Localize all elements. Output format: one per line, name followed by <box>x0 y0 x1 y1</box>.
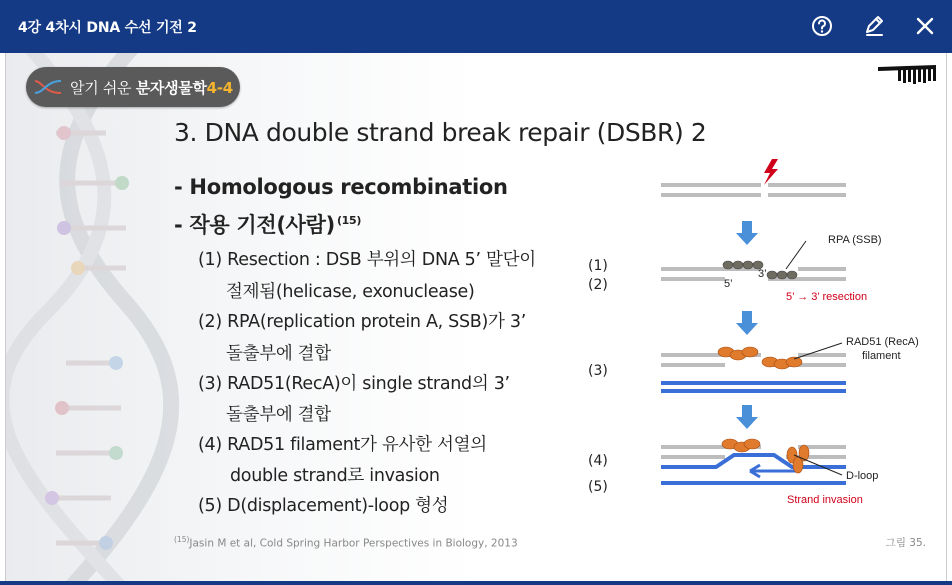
title-bar <box>0 0 952 53</box>
step-1-line1: (1) Resection : DSB 부위의 DNA 5’ 말단이 <box>198 250 536 270</box>
figure-label: 그림 35. <box>885 537 926 549</box>
rpa-label: RPA (SSB) <box>828 234 882 246</box>
dsbr-diagram <box>646 153 946 513</box>
citation-ref: (15) <box>174 535 190 544</box>
step-3-line1: (3) RAD51(RecA)이 single strand의 3’ <box>198 374 510 394</box>
frame-bottom-border <box>0 581 952 585</box>
step-2-line2: 돌출부에 결합 <box>226 344 331 364</box>
diagram-step-label-4: (4) <box>588 453 608 469</box>
broken-dsdna <box>661 159 846 197</box>
down-arrow-icon <box>736 405 758 429</box>
diagram-step-label-5: (5) <box>588 479 608 495</box>
diagram-step-label-2: (2) <box>588 277 608 293</box>
resection-stage <box>661 234 882 303</box>
dloop-label: D-loop <box>846 470 879 482</box>
course-prefix: 알기 쉬운 <box>70 79 136 97</box>
course-badge <box>26 67 240 107</box>
lightning-break-icon <box>764 159 778 185</box>
heading-mechanism-ref: (15) <box>336 214 362 227</box>
diagram-step-label-1: (1) <box>588 258 608 274</box>
dloop-stage <box>661 439 878 506</box>
invasion-label: Strand invasion <box>787 494 863 506</box>
brand-logo-icon <box>876 63 938 85</box>
diagram-step-label-3: (3) <box>588 363 608 379</box>
help-icon <box>807 11 837 41</box>
course-name <box>70 77 233 98</box>
step-1-line2: 절제됨(helicase, exonuclease) <box>226 282 475 302</box>
close-button[interactable] <box>910 11 940 41</box>
pencil-icon <box>859 11 889 41</box>
down-arrow-icon <box>736 311 758 335</box>
rad51-label-1: RAD51 (RecA) <box>846 336 919 348</box>
help-button[interactable] <box>807 11 837 41</box>
step-4-line2: double strand로 invasion <box>230 466 440 486</box>
rad51-stage <box>661 336 919 393</box>
resection-label: 5’ → 3’ resection <box>786 291 868 303</box>
prime5-label: 5’ <box>724 278 733 290</box>
heading-mechanism <box>174 209 361 239</box>
dna-logo-icon <box>32 73 64 101</box>
window-title: 4강 4차시 DNA 수선 기전 2 <box>18 20 197 36</box>
course-title: 분자생물학 <box>135 79 207 97</box>
rad51-label-2: filament <box>862 350 901 362</box>
slide-title: 3. DNA double strand break repair (DSBR) 2 <box>174 118 707 147</box>
course-number: 4-4 <box>206 79 233 97</box>
prime3-label: 3’ <box>758 268 767 280</box>
heading-mechanism-text: - 작용 기전(사람) <box>174 213 335 237</box>
citation-text: Jasin M et al, Cold Spring Harbor Perspectives in Biology, 2013 <box>189 537 518 550</box>
edit-button[interactable] <box>859 11 889 41</box>
step-4-line1: (4) RAD51 filament가 유사한 서열의 <box>198 435 487 455</box>
slide <box>5 53 947 581</box>
citation <box>174 535 518 550</box>
step-3-line2: 돌출부에 결합 <box>226 405 331 425</box>
step-2-line1: (2) RPA(replication protein A, SSB)가 3’ <box>198 312 526 332</box>
heading-homologous-recombination: - Homologous recombination <box>174 175 508 199</box>
step-5-line1: (5) D(displacement)-loop 형성 <box>198 496 449 516</box>
down-arrow-icon <box>736 221 758 245</box>
close-icon <box>910 11 940 41</box>
